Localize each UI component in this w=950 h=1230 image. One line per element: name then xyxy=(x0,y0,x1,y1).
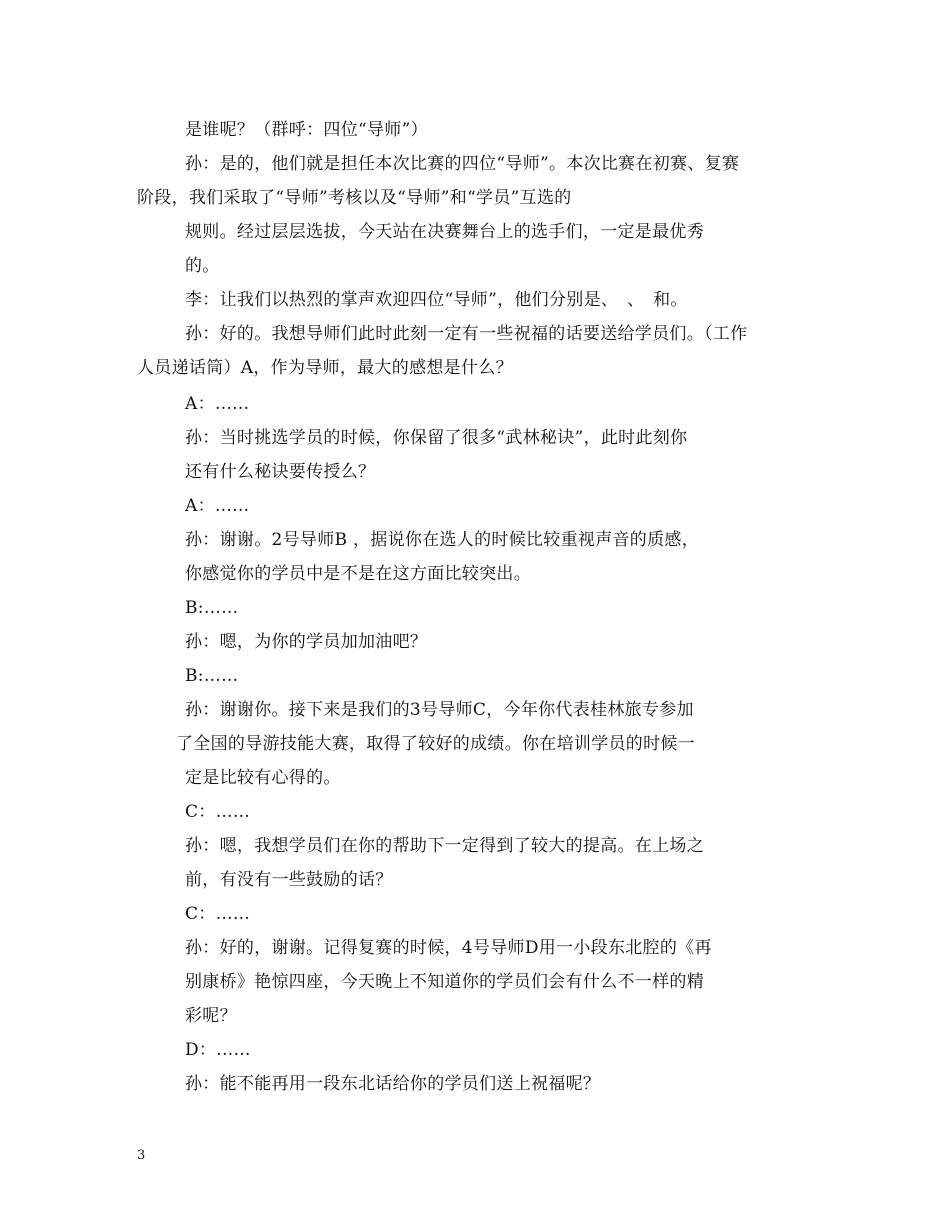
text-line: 孙：嗯，我想学员们在你的帮助下一定得到了较大的提高。在上场之 xyxy=(185,836,704,856)
text-line: 孙：是的，他们就是担任本次比赛的四位“导师”。本次比赛在初赛、复赛 xyxy=(185,154,740,174)
page-number: 3 xyxy=(137,1148,146,1163)
text-line: 你感觉你的学员中是不是在这方面比较突出。 xyxy=(185,564,531,584)
text-line: 前，有没有一些鼓励的话？ xyxy=(185,870,393,890)
text-line: 彩呢？ xyxy=(185,1006,237,1026)
text-line: 孙：好的。我想导师们此时此刻一定有一些祝福的话要送给学员们。（工作 xyxy=(185,324,748,344)
text-line: 的。 xyxy=(185,256,220,276)
text-line: D：…… xyxy=(185,1040,251,1060)
text-line: B:…… xyxy=(185,666,239,686)
text-line: 了全国的导游技能大赛，取得了较好的成绩。你在培训学员的时候一 xyxy=(176,734,695,754)
text-line: 李：让我们以热烈的掌声欢迎四位“导师”，他们分别是、 、 和。 xyxy=(185,290,688,310)
text-line: 是谁呢？（群呼：四位“导师”） xyxy=(185,120,428,140)
text-line: A：…… xyxy=(185,496,250,516)
text-line: 孙：谢谢。2号导师B ，据说你在选人的时候比较重视声音的质感， xyxy=(185,530,700,550)
text-line: B:…… xyxy=(185,598,239,618)
text-line: 别康桥》艳惊四座，今天晚上不知道你的学员们会有什么不一样的精 xyxy=(185,972,704,992)
text-line: C：…… xyxy=(185,802,251,822)
text-line: 还有什么秘诀要传授么？ xyxy=(185,462,376,482)
text-line: 孙：嗯，为你的学员加加油吧？ xyxy=(185,632,428,652)
text-line: A：…… xyxy=(185,394,250,414)
text-line: 孙：能不能再用一段东北话给你的学员们送上祝福呢？ xyxy=(185,1074,601,1094)
text-line: 规则。经过层层选拔，今天站在决赛舞台上的选手们，一定是最优秀 xyxy=(185,222,704,242)
text-line: 人员递话筒）A，作为导师，最大的感想是什么？ xyxy=(137,358,513,378)
text-line: 定是比较有心得的。 xyxy=(185,768,341,788)
text-line: 孙：当时挑选学员的时候，你保留了很多“武林秘诀”，此时此刻你 xyxy=(185,428,688,448)
text-line: 阶段，我们采取了“导师”考核以及“导师”和“学员”互选的 xyxy=(137,188,572,208)
text-line: 孙：谢谢你。接下来是我们的3号导师C，今年你代表桂林旅专参加 xyxy=(185,700,694,720)
text-line: 孙：好的，谢谢。记得复赛的时候，4号导师D用一小段东北腔的《再 xyxy=(185,938,712,958)
text-line: C：…… xyxy=(185,904,251,924)
